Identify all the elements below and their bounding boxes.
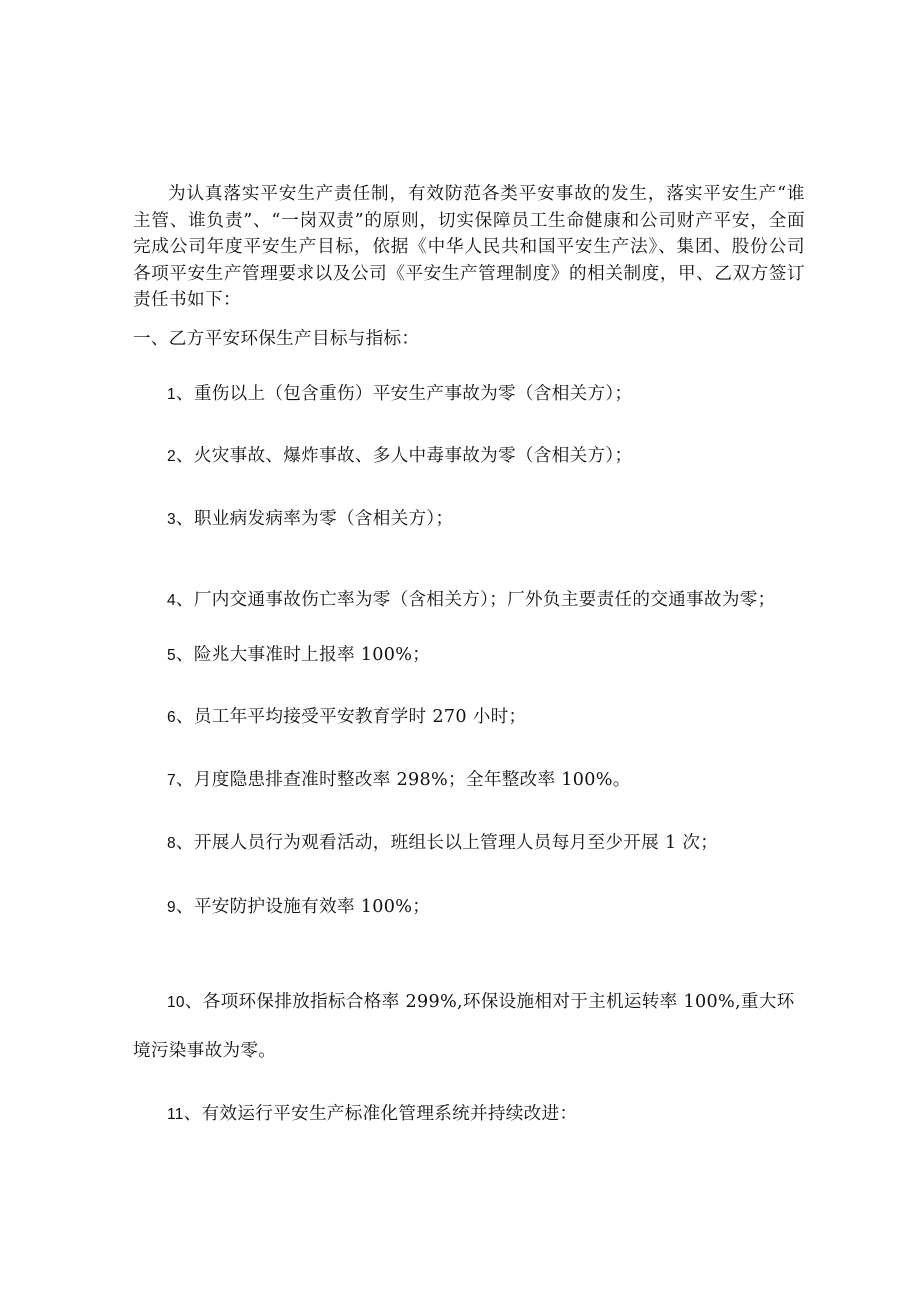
target-item-8 [167,831,718,856]
target-item-10 [133,978,805,1075]
item-number: 6 [167,709,176,726]
item-text: 、平安防护设施有效率 100%； [175,897,431,917]
item-text: 、火灾事故、爆炸事故、多人中毒事故为零（含相关方）； [175,446,633,466]
item-number: 9 [167,899,176,916]
item-text: 、重伤以上（包含重伤）平安生产事故为零（含相关方）； [175,384,633,404]
section-heading: 一、乙方平安环保生产目标与指标： [133,329,420,349]
target-item-2 [167,444,632,469]
target-item-3 [167,507,453,532]
item-text: 、有效运行平安生产标准化管理系统并持续改进： [183,1104,578,1124]
item-number: 4 [167,592,176,609]
target-item-9 [167,895,430,920]
item-text: 、各项环保排放指标合格率 299%,环保设施相对于主机运转率 100%,重大环境污染事故为零。 [133,992,795,1061]
target-item-6 [167,705,526,730]
item-text: 、月度隐患排查准时整改率 298%；全年整改率 100%。 [175,770,631,790]
target-item-7 [167,768,631,793]
target-item-1 [167,382,632,407]
item-number: 2 [167,448,176,465]
item-number: 10 [167,994,185,1011]
item-number: 7 [167,772,176,789]
item-number: 11 [167,1106,184,1123]
target-item-5 [167,643,430,668]
item-text: 、险兆大事准时上报率 100%； [175,645,431,665]
item-text: 、员工年平均接受平安教育学时 270 小时； [175,707,527,727]
item-text: 、厂内交通事故伤亡率为零（含相关方）；厂外负主要责任的交通事故为零； [175,590,776,610]
target-item-4 [167,588,776,613]
item-number: 3 [167,511,176,528]
item-text: 、职业病发病率为零（含相关方）； [175,509,454,529]
item-text: 、开展人员行为观看活动，班组长以上管理人员每月至少开展 1 次； [175,833,719,853]
target-item-11 [167,1102,577,1127]
intro-paragraph: 为认真落实平安生产责任制，有效防范各类平安事故的发生，落实平安生产“谁主管、谁负责”、“一岗双责”的原则，切实保障员工生命健康和公司财产平安，全面完成公司年度平安生产目标，依据《中华人民共和国平安生产法》、集团、股份公司各项平安生产管理要求以及公司《平安生产管理制度》的相关制度，甲、乙双方签订责任书如下： [133,184,805,310]
item-number: 8 [167,835,176,852]
item-number: 1 [167,386,176,403]
item-number: 5 [167,647,176,664]
